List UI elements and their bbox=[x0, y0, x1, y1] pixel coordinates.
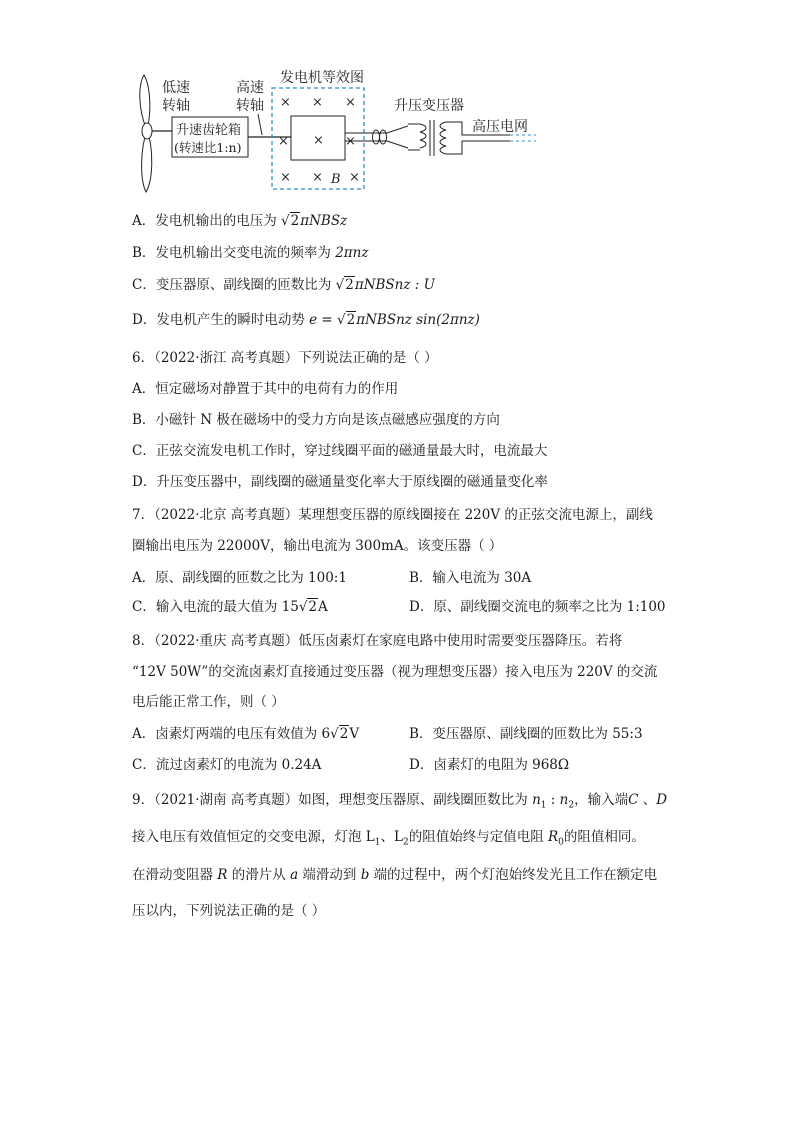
grid-label: 高压电网 bbox=[472, 119, 528, 135]
q8-stem-3: 电后能正常工作，则（ ） bbox=[132, 694, 285, 710]
field-cross: × bbox=[312, 95, 323, 110]
field-cross: × bbox=[280, 95, 291, 110]
high-speed-label-2: 转轴 bbox=[236, 98, 264, 114]
q5-option-a: A．发电机输出的电压为 √2πNBSz bbox=[132, 213, 348, 229]
transformer-label: 升压变压器 bbox=[394, 98, 464, 114]
q8-stem-1: 8．（2022·重庆 高考真题）低压卤素灯在家庭电路中使用时需要变压器降压。若将 bbox=[132, 633, 623, 649]
field-label-B: B bbox=[331, 172, 341, 187]
q5-option-d: D．发电机产生的瞬时电动势 e = √2πNBSnz sin(2πnz) bbox=[132, 312, 480, 328]
q7-stem-1: 7．（2022·北京 高考真题）某理想变压器的原线圈接在 220V 的正弦交流电源上，副线 bbox=[132, 507, 653, 523]
q6-option-a: A．恒定磁场对静置于其中的电荷有力的作用 bbox=[132, 381, 399, 397]
low-speed-label-1: 低速 bbox=[162, 80, 190, 96]
field-cross: × bbox=[312, 170, 323, 185]
field-cross: × bbox=[345, 134, 356, 149]
field-cross: × bbox=[278, 134, 289, 149]
generator-title: 发电机等效图 bbox=[280, 70, 364, 86]
q8-option-b: B．变压器原、副线圈的匝数比为 55:3 bbox=[409, 726, 643, 742]
q7-option-d: D．原、副线圈交流电的频率之比为 1:100 bbox=[409, 599, 666, 615]
q8-option-a: A．卤素灯两端的电压有效值为 6√2V bbox=[132, 726, 360, 742]
propeller-icon bbox=[140, 75, 152, 192]
field-cross: × bbox=[345, 95, 356, 110]
q7-option-b: B．输入电流为 30A bbox=[409, 570, 532, 586]
q9-stem-4: 压以内，下列说法正确的是（ ） bbox=[132, 903, 326, 919]
q9-stem-1: 9．（2021·湖南 高考真题）如图，理想变压器原、副线圈匝数比为 $n_1$ : $n_2$，输入端C 、D bbox=[132, 792, 668, 811]
coil-cross: × bbox=[313, 133, 324, 148]
gearbox-label-1: 升速齿轮箱 bbox=[176, 123, 242, 138]
field-cross: × bbox=[280, 170, 291, 185]
q8-option-d: D．卤素灯的电阻为 968Ω bbox=[409, 757, 570, 773]
q5-option-b: B．发电机输出交变电流的频率为 2πnz bbox=[132, 245, 369, 261]
high-speed-label-1: 高速 bbox=[236, 80, 264, 96]
q7-option-c: C．输入电流的最大值为 15√2A bbox=[132, 599, 328, 615]
q9-stem-2: 接入电压有效值恒定的交变电源，灯泡 $L_1$、$L_2$的阻值始终与定值电阻 $R_0$的阻值相同。 bbox=[132, 829, 645, 848]
q6-stem: 6．（2022·浙江 高考真题）下列说法正确的是（ ） bbox=[132, 350, 438, 366]
q9-stem-3: 在滑动变阻器 R 的滑片从 a 端滑动到 b 端的过程中，两个灯泡始终发光且工作在额定电 bbox=[132, 867, 658, 883]
q5-option-c: C．变压器原、副线圈的匝数比为 √2πNBSnz : U bbox=[132, 277, 435, 293]
q7-option-a: A．原、副线圈的匝数之比为 100:1 bbox=[132, 570, 347, 586]
generator-figure bbox=[0, 0, 794, 200]
q8-option-c: C．流过卤素灯的电流为 0.24A bbox=[132, 757, 322, 773]
low-speed-label-2: 转轴 bbox=[162, 98, 190, 114]
q6-option-b: B．小磁针 N 极在磁场中的受力方向是该点磁感应强度的方向 bbox=[132, 412, 500, 428]
transformer-icon bbox=[408, 120, 470, 156]
q6-option-d: D．升压变压器中，副线圈的磁通量变化率大于原线圈的磁通量变化率 bbox=[132, 474, 548, 490]
gearbox-label-2: (转速比1:n) bbox=[174, 140, 242, 155]
q7-stem-2: 圈输出电压为 22000V，输出电流为 300mA。该变压器（ ） bbox=[132, 538, 503, 554]
q6-option-c: C．正弦交流发电机工作时，穿过线圈平面的磁通量最大时，电流最大 bbox=[132, 443, 548, 459]
q8-stem-2: “12V 50W”的交流卤素灯直接通过变压器（视为理想变压器）接入电压为 220V 的交流 bbox=[132, 664, 658, 680]
field-cross: × bbox=[349, 170, 360, 185]
